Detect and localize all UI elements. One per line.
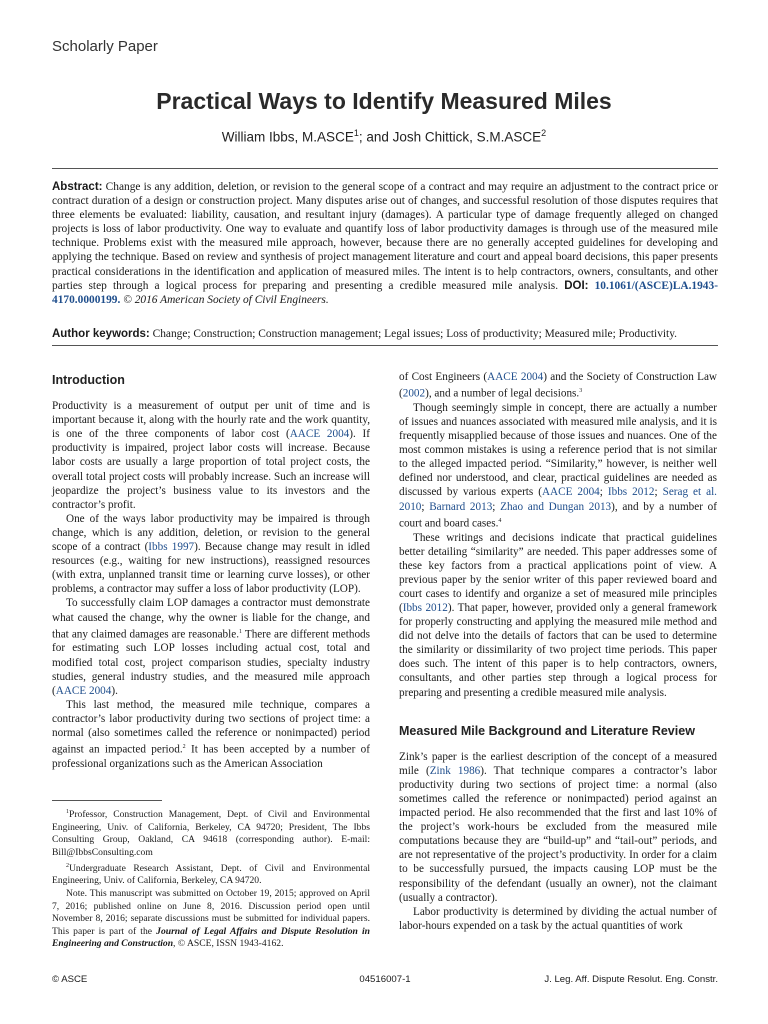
citation-link[interactable]: Zink 1986 <box>429 764 481 777</box>
citation-link[interactable]: Zhao and Dungan 2013 <box>500 500 612 513</box>
footnote-2: $^2$Undergraduate Research Assistant, Dept. of Civil and Environmental Engineering, Univ. of California, Berkeley, CA 94720. <box>52 862 370 887</box>
right-column <box>399 370 717 933</box>
citation-link[interactable]: Barnard 2013 <box>429 500 493 513</box>
footer-publisher: © ASCE <box>52 974 88 985</box>
citation-link[interactable]: 2002 <box>402 387 426 400</box>
paper-title: Practical Ways to Identify Measured Miles <box>156 88 612 114</box>
abstract-bottom-divider <box>52 345 718 346</box>
citation-link[interactable]: Ibbs 2012 <box>402 601 448 614</box>
footer-journal: J. Leg. Aff. Dispute Resolut. Eng. Constr. <box>544 974 718 985</box>
citation-link[interactable]: AACE 2004 <box>541 486 600 499</box>
note-marker: 4 <box>498 517 502 524</box>
author-separator: ; and Josh Chittick, S.M.ASCE <box>358 129 542 145</box>
footnote-divider <box>52 800 162 801</box>
intro-paragraph-4: This last method, the measured mile technique, compares a contractor’s labor productivity during two sections of project time: a normal (also sometimes called the reference or nonimpacted) period against an impacted period.$^2$ It has been accepted by a number of professional organizations such as the American Association <box>52 698 370 770</box>
intro-paragraph-3: To successfully claim LOP damages a contractor must demonstrate what caused the change, why the owner is liable for the change, and that any claimed damages are reasonable.$^1$ There are different methods for estimating such LOP losses including actual cost, total and modified total cost, project comparison studies, specialty industry studies, general industry studies, and the measured mile approach (AACE 2004). <box>52 597 370 697</box>
keywords-text: Change; Construction; Construction management; Legal issues; Loss of productivity; Measured mile; Productivity. <box>149 328 678 340</box>
footnotes <box>52 806 370 951</box>
copyright: © 2016 American Society of Civil Engineers. <box>120 293 329 306</box>
journal-name: Journal of Legal Affairs and Dispute Resolution in Engineering and Construction <box>52 925 370 950</box>
note-marker: 2 <box>182 744 186 751</box>
intro-paragraph-7: These writings and decisions indicate that practical guidelines better detailing “similarity” are needed. This paper addresses some of these key factors from a practical applications point of view. A previous paper by the senior writer of this paper reviewed board and court cases to identify and organize a set of measured mile principles (Ibbs 2012). That paper, however, provided only a general framework for properly constructing and applying the measured mile method and did not delve into the details of factors that can be used to determine the similarity or dissimilarity of two project time periods. This paper does such. The intent of this paper is to help contractors, owners, consultants, and other parties step through a logical process for preparing and presenting a credible measured mile analysis. <box>399 531 717 699</box>
note-marker: 1 <box>239 628 243 635</box>
doi-label: DOI: <box>564 279 589 292</box>
citation-link[interactable]: AACE 2004 <box>487 371 544 383</box>
footer-page-id: 04516007-1 <box>359 974 411 985</box>
intro-paragraph-2: One of the ways labor productivity may be impaired is through change, which is any addition, deletion, or revision to the general scope of a contract (Ibbs 1997). Because change may result in idled resources (e.g., waiting for new instructions), reassigned resources (with extra, unplanned transit time or learning curve losses), or other problems, a contractor may suffer a loss of labor productivity (LOP). <box>52 512 370 596</box>
citation-link[interactable]: AACE 2004 <box>55 684 112 697</box>
footnote-1: $^1$Professor, Construction Management, Dept. of Civil and Environmental Engineering, Univ. of California, Berkeley, CA 94720; President, The Ibbs Consulting Group, Oakland, CA 94618 (corresponding author). E-mail: Bill@IbbsConsulting.com <box>52 809 370 858</box>
abstract-text: Change is any addition, deletion, or revision to the general scope of a contract and may require an adjustment to the contract price or contract duration of a design or construction project. Many disputes arise out of changes, and successful resolution of those disputes requires that three elements be evaluated: liability, causation, and resultant injury (damages). A particular type of damage frequently alleged on changed projects is loss of labor productivity. One way to evaluate and quantify loss of labor productivity damages is through use of the measured mile technique. Problems exist with the measured mile approach, however, because there are no generally accepted guidelines for developing and applying the technique. Based on review and synthesis of project management literature and court and appeal board decisions, this paper presents practical considerations in the identification and application of measured miles. The intent is to help contractors, owners, consultants, and other parties step through a logical process for preparing and presenting a credible measured mile analysis. <box>52 181 718 292</box>
citation-link[interactable]: Ibbs 2012 <box>607 486 655 499</box>
page-footer <box>52 974 718 988</box>
top-divider <box>52 168 718 169</box>
abstract-label: Abstract: <box>52 181 103 193</box>
author-1: William Ibbs, M.ASCE <box>221 129 354 145</box>
author-1-mark: 1 <box>353 128 359 138</box>
intro-paragraph-1: Productivity is a measurement of output per unit of time and is important because it, along with the hourly rate and the work quantity, is one of the three components of labor cost (AACE 2004). If productivity is impaired, project labor costs will increase. Because labor costs are usually a large proportion of total project costs, the overall total project costs will probably increase. Such an increase will jeopardize the project’s business value to its investors and the contractor’s profit. <box>52 400 370 511</box>
review-paragraph-1: Zink’s paper is the earliest description of the concept of a measured mile (Zink 1986). That technique compares a contractor’s labor productivity during two sections of project time: a normal (also sometimes called the reference or nonimpacted) period against an impacted period. He also recommended that the first and last 10% of the project’s work-hours be excluded from the measured mile computations because they are “build-up” and “tail-out” periods, and are not representative of the project’s productivity. In order for a claim to be successfully pursued, the impacts causing LOP must be the responsibility of the defendant (usually an owner), not the claimant (usually a contractor). <box>399 750 717 904</box>
left-column <box>52 370 370 771</box>
citation-link[interactable]: AACE 2004 <box>289 428 350 441</box>
author-2-mark: 2 <box>541 128 547 138</box>
review-paragraph-2: Labor productivity is determined by dividing the actual number of labor-hours expended on a task by the actual quantities of work <box>399 905 717 932</box>
author-line <box>0 128 768 145</box>
author-keywords <box>52 327 718 341</box>
citation-link[interactable]: Serag et al. 2010 <box>399 486 717 513</box>
citation-link[interactable]: Ibbs 1997 <box>148 541 195 554</box>
section-label: Scholarly Paper <box>52 38 158 55</box>
note-marker: 3 <box>579 388 583 395</box>
literature-review-heading: Measured Mile Background and Literature Review <box>399 723 695 738</box>
intro-paragraph-5: of Cost Engineers (AACE 2004) and the Society of Construction Law (2002), and a number of legal decisions.$^3$ <box>399 371 717 400</box>
keywords-label: Author keywords: <box>52 328 150 340</box>
abstract <box>52 180 718 307</box>
doi-link[interactable]: 10.1061/(ASCE)LA.1943-4170.0000199. <box>52 279 718 306</box>
submission-note: Note. This manuscript was submitted on October 19, 2015; approved on April 7, 2016; published online on June 8, 2016. Discussion period open until November 8, 2016; separate discussions must be submitted for individual papers. This paper is part of the Journal of Legal Affairs and Dispute Resolution in Engineering and Construction, © ASCE, ISSN 1943-4162. <box>52 887 370 950</box>
intro-paragraph-6: Though seemingly simple in concept, there are actually a number of issues and nuances associated with measured mile analysis, and it is frequently misapplied because of those issues and nuances. One of the most common mistakes is using a reference period that is not similar to the alleged impacted period. “Similarity,” however, is neither well defined nor understood, and clear, practical guidelines are needed as discussed by various experts (AACE 2004; Ibbs 2012; Serag et al. 2010; Barnard 2013; Zhao and Dungan 2013), and by a number of court and board cases.$^4$ <box>399 401 717 530</box>
introduction-heading: Introduction <box>52 373 125 387</box>
